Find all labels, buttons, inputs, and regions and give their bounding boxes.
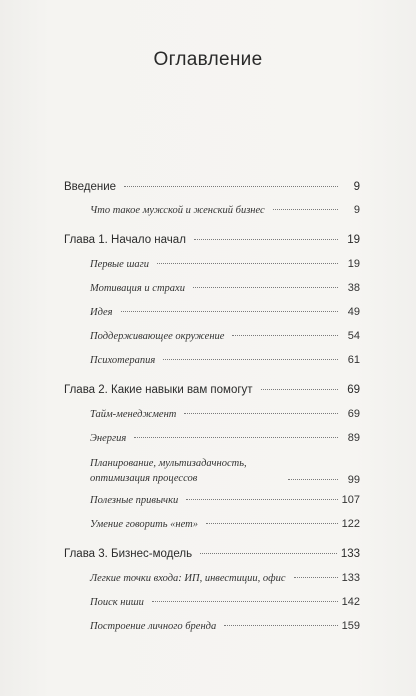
toc-entry-page: 133 — [340, 548, 360, 560]
toc-subentry-page: 38 — [347, 282, 360, 294]
page-title: Оглавление — [153, 49, 263, 70]
dot-leader — [206, 523, 338, 524]
toc-subentry — [64, 408, 360, 424]
toc-subentry-page: 9 — [353, 204, 360, 216]
dot-leader — [261, 389, 338, 390]
toc-entry-label: Глава 3. Бизнес-модель — [64, 548, 193, 560]
toc-subentry-label: Построение личного бренда — [90, 621, 217, 632]
dot-leader — [184, 413, 338, 414]
dot-leader — [134, 437, 338, 438]
toc-entry-page: 9 — [353, 181, 360, 193]
toc-subentry — [64, 258, 360, 274]
toc-subentry — [64, 620, 360, 636]
toc-entry-label: Глава 1. Начало начал — [64, 234, 186, 246]
table-of-contents — [64, 177, 360, 636]
toc-subentry-label: Поддерживающее окружение — [90, 331, 225, 342]
toc-subentry-page: 69 — [347, 408, 360, 420]
toc-subentry-page: 89 — [347, 432, 360, 444]
dot-leader — [273, 209, 338, 210]
dot-leader — [152, 601, 338, 602]
toc-subentry-page: 159 — [341, 620, 360, 632]
toc-subentry-label: Планирование, мультизадачность, оптимизация процессов — [90, 458, 247, 484]
toc-subentry — [64, 494, 360, 510]
toc-subentry-label: Поиск ниши — [90, 597, 144, 608]
dot-leader — [193, 287, 338, 288]
toc-entry-page: 69 — [347, 384, 360, 396]
toc-subentry — [64, 354, 360, 370]
toc-subentry-page: 54 — [347, 330, 360, 342]
toc-subentry — [64, 330, 360, 346]
toc-entry-chapter-3 — [64, 548, 360, 564]
toc-subentry-page: 19 — [347, 258, 360, 270]
toc-subentry-page: 49 — [347, 306, 360, 318]
dot-leader — [163, 359, 338, 360]
toc-subentry-label: Первые шаги — [90, 259, 149, 270]
toc-subentry-label: Что такое мужской и женский бизнес — [90, 205, 265, 216]
toc-subentry-label: Психотерапия — [90, 355, 156, 366]
toc-subentry-page: 133 — [341, 572, 360, 584]
toc-subentry-label: Умение говорить «нет» — [90, 519, 198, 530]
dot-leader — [124, 186, 338, 187]
toc-entry-chapter-2 — [64, 384, 360, 400]
toc-subentry-label: Тайм-менеджмент — [90, 409, 177, 420]
dot-leader — [200, 553, 337, 554]
toc-subentry-label: Идея — [90, 307, 113, 318]
dot-leader — [288, 479, 338, 480]
toc-subentry-page: 99 — [347, 474, 360, 486]
dot-leader — [121, 311, 338, 312]
toc-entry-chapter-1 — [64, 234, 360, 250]
toc-subentry-label: Мотивация и страхи — [90, 283, 185, 294]
toc-subentry-label: Легкие точки входа: ИП, инвестиции, офис — [90, 573, 286, 584]
toc-subentry — [64, 204, 360, 220]
dot-leader — [294, 577, 338, 578]
toc-subentry-label: Полезные привычки — [90, 495, 179, 506]
toc-entry-label: Глава 2. Какие навыки вам помогут — [64, 384, 253, 396]
toc-subentry — [64, 596, 360, 612]
toc-entry-page: 19 — [347, 234, 360, 246]
toc-subentry-page: 122 — [341, 518, 360, 530]
toc-entry-introduction — [64, 181, 360, 197]
dot-leader — [194, 239, 338, 240]
dot-leader — [232, 335, 338, 336]
dot-leader — [224, 625, 337, 626]
toc-subentry — [64, 518, 360, 534]
toc-subentry — [64, 572, 360, 588]
toc-subentry — [64, 306, 360, 322]
dot-leader — [157, 263, 338, 264]
toc-subentry-label: Энергия — [90, 433, 127, 444]
dot-leader — [186, 499, 337, 500]
toc-subentry-page: 142 — [341, 596, 360, 608]
toc-subentry-page: 61 — [347, 354, 360, 366]
toc-subentry — [64, 456, 360, 486]
toc-subentry-page: 107 — [341, 494, 360, 506]
toc-subentry — [64, 282, 360, 298]
toc-subentry — [64, 432, 360, 448]
toc-entry-label: Введение — [64, 181, 117, 193]
